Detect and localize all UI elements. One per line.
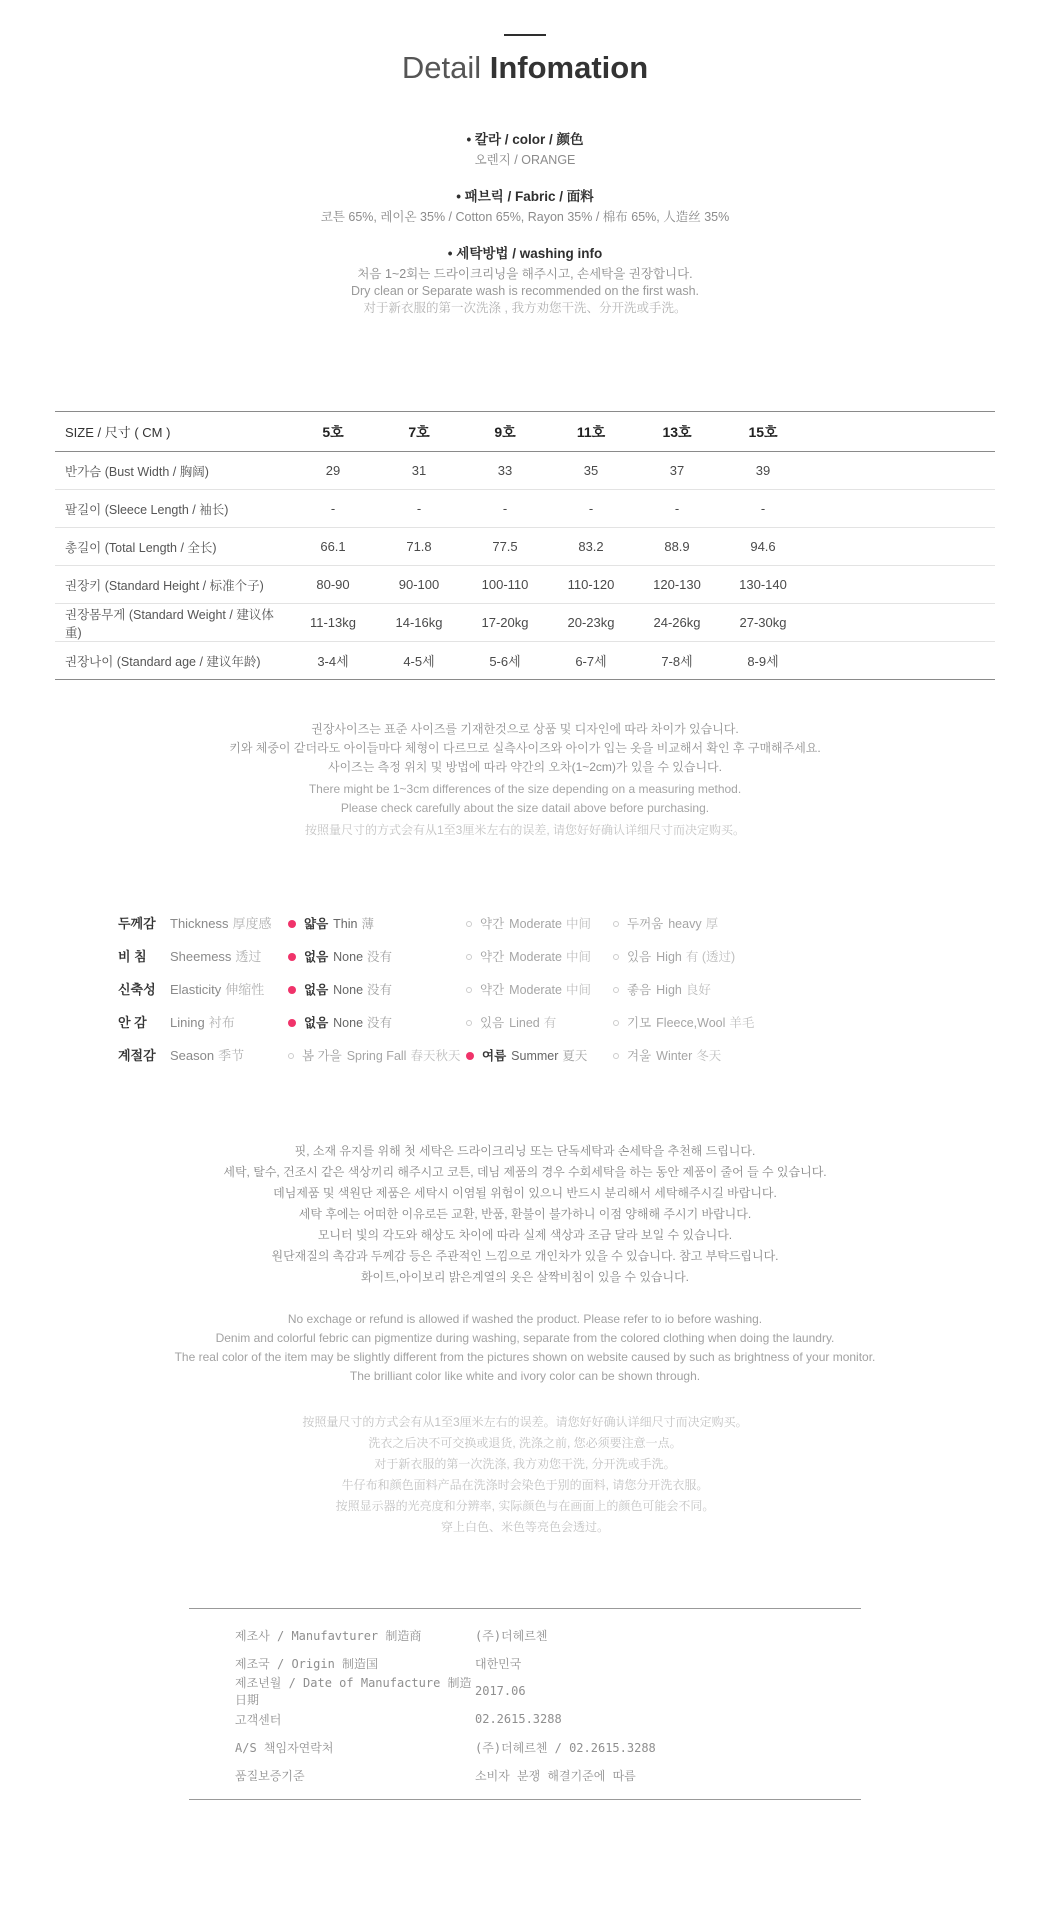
manufacturer-table xyxy=(189,1608,861,1800)
radio-unselected-icon xyxy=(466,1020,472,1026)
attr-option-selected xyxy=(288,980,466,998)
cell: 77.5 xyxy=(462,528,548,566)
cell: 83.2 xyxy=(548,528,634,566)
as-contact-value: (주)더헤르첸 / 02.2615.3288 xyxy=(475,1740,656,1755)
cell: 8-9세 xyxy=(720,642,806,680)
cell: 71.8 xyxy=(376,528,462,566)
row-label: 반가슴 (Bust Width / 胸阔) xyxy=(55,452,290,490)
care-notice-chinese xyxy=(0,1412,1050,1538)
cell: 3-4세 xyxy=(290,642,376,680)
attr-option xyxy=(466,1013,613,1031)
option-ko: 얇음 xyxy=(304,916,329,931)
option-cn: 有 xyxy=(543,1015,557,1030)
attr-option xyxy=(466,947,613,965)
attr-label xyxy=(118,1012,288,1032)
option-ko: 약간 xyxy=(480,982,505,997)
care-line: 원단재질의 촉감과 두께감 등은 주관적인 느낌으로 개인차가 있을 수 있습니다. 참고 부탁드립니다. xyxy=(271,1249,779,1263)
radio-selected-icon xyxy=(288,920,296,928)
radio-unselected-icon xyxy=(613,921,619,927)
attr-row-season xyxy=(118,1038,1050,1071)
option-en: High xyxy=(656,949,682,964)
cell: 24-26kg xyxy=(634,604,720,642)
option-cn: 冬天 xyxy=(696,1048,722,1063)
attr-label-ko: 계절감 xyxy=(118,1047,156,1063)
cell: 37 xyxy=(634,452,720,490)
color-section xyxy=(0,128,1050,169)
radio-selected-icon xyxy=(288,1019,296,1027)
size-col-13: 13호 xyxy=(634,412,720,452)
page-title xyxy=(0,50,1050,86)
attr-option xyxy=(613,947,1050,965)
radio-unselected-icon xyxy=(466,954,472,960)
cell: 14-16kg xyxy=(376,604,462,642)
radio-unselected-icon xyxy=(466,921,472,927)
manufacturer-value: (주)더헤르첸 xyxy=(475,1628,548,1643)
size-col-15: 15호 xyxy=(720,412,806,452)
option-cn: 良好 xyxy=(685,982,711,997)
option-ko: 봄 가을 xyxy=(302,1048,342,1063)
care-line: The brilliant color like white and ivory color can be shown through. xyxy=(349,1369,701,1383)
attr-option xyxy=(466,914,613,932)
row-label: 총길이 (Total Length / 全长) xyxy=(55,528,290,566)
attr-option xyxy=(613,1013,1050,1031)
size-col-9: 9호 xyxy=(462,412,548,452)
washing-section xyxy=(0,242,1050,317)
cell: 110-120 xyxy=(548,566,634,604)
option-cn: 薄 xyxy=(361,916,374,931)
size-col-7: 7호 xyxy=(376,412,462,452)
cell: 20-23kg xyxy=(548,604,634,642)
attr-option-selected xyxy=(288,1013,466,1031)
option-cn: 夏天 xyxy=(562,1048,588,1063)
as-contact-label: A/S 책임자연락처 xyxy=(235,1740,334,1755)
customer-center-label: 고객센터 xyxy=(235,1712,282,1727)
size-note-en: There might be 1~3cm differences of the size depending on a measuring method. xyxy=(308,782,742,796)
option-ko: 두꺼움 xyxy=(627,916,664,931)
option-ko: 없음 xyxy=(304,949,329,964)
attr-label-cn: 季节 xyxy=(218,1047,245,1063)
option-en: heavy xyxy=(668,916,702,931)
fabric-value: 코튼 65%, 레이온 35% / Cotton 65%, Rayon 35% / 棉布 65%, 人造丝 35% xyxy=(320,210,730,224)
attr-label-ko: 신축성 xyxy=(118,981,156,997)
option-en: Moderate xyxy=(509,916,562,931)
table-row-age xyxy=(55,642,995,680)
attr-option-selected xyxy=(466,1046,613,1064)
cell: 27-30kg xyxy=(720,604,806,642)
option-ko: 여름 xyxy=(482,1048,507,1063)
cell: 35 xyxy=(548,452,634,490)
size-note-en: Please check carefully about the size datail above before purchasing. xyxy=(340,801,710,815)
customer-center-row xyxy=(189,1705,861,1733)
attr-label-en: Sheemess xyxy=(170,948,232,964)
option-cn: 春天秋天 xyxy=(410,1048,461,1063)
option-en: Lined xyxy=(509,1015,540,1030)
cell: 66.1 xyxy=(290,528,376,566)
option-ko: 약간 xyxy=(480,949,505,964)
cell: 29 xyxy=(290,452,376,490)
radio-selected-icon xyxy=(288,986,296,994)
page-title-light: Detail xyxy=(401,50,482,85)
size-table-title: SIZE / 尺寸 ( CM ) xyxy=(55,412,290,452)
option-ko: 없음 xyxy=(304,1015,329,1030)
attr-label-cn: 透过 xyxy=(235,948,262,964)
cell: 11-13kg xyxy=(290,604,376,642)
manufacture-date-row xyxy=(189,1677,861,1705)
attr-row-lining xyxy=(118,1005,1050,1038)
option-en: High xyxy=(656,982,682,997)
attr-label-ko: 두께감 xyxy=(118,915,156,931)
radio-selected-icon xyxy=(288,953,296,961)
option-ko: 없음 xyxy=(304,982,329,997)
care-line: 牛仔布和颜色面料产品在洗涤时会染色于别的面料, 请您分开洗衣服。 xyxy=(341,1478,709,1492)
option-en: Summer xyxy=(511,1048,559,1063)
option-cn: 没有 xyxy=(367,949,393,964)
color-heading: • 칼라 / color / 颜色 xyxy=(466,132,584,147)
care-line: 按照显示器的光亮度和分辨率, 实际颜色与在画面上的颜色可能会不同。 xyxy=(335,1499,715,1513)
option-cn: 中间 xyxy=(565,949,591,964)
manufacture-date-value: 2017.06 xyxy=(475,1684,526,1698)
option-en: Thin xyxy=(333,916,358,931)
option-en: Spring Fall xyxy=(346,1048,407,1063)
radio-selected-icon xyxy=(466,1052,474,1060)
fabric-heading: • 패브릭 / Fabric / 面料 xyxy=(456,189,594,204)
care-line: 穿上白色、米色等亮色会透过。 xyxy=(440,1520,609,1534)
option-cn: 没有 xyxy=(367,1015,393,1030)
radio-unselected-icon xyxy=(613,1020,619,1026)
cell: - xyxy=(290,490,376,528)
size-table xyxy=(55,411,995,680)
option-en: None xyxy=(333,982,364,997)
option-cn: 厚 xyxy=(705,916,719,931)
cell-spacer xyxy=(806,642,995,680)
cell: 7-8세 xyxy=(634,642,720,680)
table-row-height xyxy=(55,566,995,604)
fabric-section xyxy=(0,185,1050,226)
care-notice-english xyxy=(0,1310,1050,1386)
size-note-ko: 권장사이즈는 표준 사이즈를 기재한것으로 상품 및 디자인에 따라 차이가 있습니다. xyxy=(311,722,739,736)
row-label: 권장나이 (Standard age / 建议年龄) xyxy=(55,642,290,680)
attr-option xyxy=(613,980,1050,998)
option-en: Moderate xyxy=(509,949,562,964)
attr-option xyxy=(288,1046,466,1064)
washing-line-ko: 처음 1~2회는 드라이크리닝을 해주시고, 손세탁을 권장합니다. xyxy=(357,267,693,281)
title-divider xyxy=(504,34,546,36)
warranty-value: 소비자 분쟁 해결기준에 따름 xyxy=(475,1768,636,1783)
attr-option xyxy=(613,1046,1050,1064)
manufacturer-label: 제조사 / Manufavturer 制造商 xyxy=(235,1628,422,1643)
attr-label-en: Thickness xyxy=(170,915,229,931)
cell: 5-6세 xyxy=(462,642,548,680)
size-note-cn: 按照量尺寸的方式会有从1至3厘米左右的误差, 请您好好确认详细尺寸而决定购买。 xyxy=(304,823,746,837)
warranty-row xyxy=(189,1761,861,1789)
cell: 6-7세 xyxy=(548,642,634,680)
care-line: 세탁 후에는 어떠한 이유로든 교환, 반품, 환불이 불가하니 이점 양해해 주시기 바랍니다. xyxy=(298,1207,752,1221)
size-col-spacer xyxy=(806,412,995,452)
care-line: Denim and colorful febric can pigmentize during washing, separate from the colored clothing when doing the laundry. xyxy=(215,1331,835,1345)
radio-unselected-icon xyxy=(613,987,619,993)
option-en: None xyxy=(333,949,364,964)
care-line: 洗衣之后决不可交换或退货, 洗涤之前, 您必须要注意一点。 xyxy=(368,1436,682,1450)
care-line: 按照量尺寸的方式会有从1至3厘米左右的误差。请您好好确认详细尺寸而决定购买。 xyxy=(302,1415,748,1429)
option-ko: 있음 xyxy=(627,949,652,964)
care-notice-korean xyxy=(0,1141,1050,1288)
care-line: 모니터 빛의 각도와 해상도 차이에 따라 실제 색상과 조금 달라 보일 수 있습니다. xyxy=(317,1228,733,1242)
cell: 94.6 xyxy=(720,528,806,566)
attr-label-cn: 厚度感 xyxy=(232,915,272,931)
option-en: None xyxy=(333,1015,364,1030)
customer-center-value: 02.2615.3288 xyxy=(475,1712,562,1726)
as-contact-row xyxy=(189,1733,861,1761)
cell: 17-20kg xyxy=(462,604,548,642)
table-row-sleeve xyxy=(55,490,995,528)
table-row-bust xyxy=(55,452,995,490)
radio-unselected-icon xyxy=(288,1053,294,1059)
option-ko: 있음 xyxy=(480,1015,505,1030)
table-row-total-length xyxy=(55,528,995,566)
option-en: Fleece,Wool xyxy=(656,1015,726,1030)
care-line: 对于新衣服的第一次洗涤, 我方劝您干洗, 分开洗或手洗。 xyxy=(374,1457,676,1471)
cell: 100-110 xyxy=(462,566,548,604)
attr-label-en: Season xyxy=(170,1047,215,1063)
care-line: 세탁, 탈수, 건조시 같은 색상끼리 해주시고 코튼, 데님 제품의 경우 수회세탁을 하는 동안 제품이 줄어 들 수 있습니다. xyxy=(223,1165,827,1179)
attr-label-ko: 비 침 xyxy=(118,948,147,964)
attr-label-cn: 衬布 xyxy=(208,1014,235,1030)
table-row-weight xyxy=(55,604,995,642)
cell: 4-5세 xyxy=(376,642,462,680)
option-ko: 약간 xyxy=(480,916,505,931)
product-info-sections xyxy=(0,128,1050,317)
cell: - xyxy=(462,490,548,528)
care-line: 핏, 소재 유지를 위해 첫 세탁은 드라이크리닝 또는 단독세탁과 손세탁을 추천해 드립니다. xyxy=(294,1144,756,1158)
cell-spacer xyxy=(806,528,995,566)
care-line: 데님제품 및 색원단 제품은 세탁시 이염될 위험이 있으니 반드시 분리해서 세탁해주시길 바랍니다. xyxy=(273,1186,777,1200)
cell: - xyxy=(720,490,806,528)
cell: 39 xyxy=(720,452,806,490)
page-title-bold: Infomation xyxy=(489,50,649,85)
radio-unselected-icon xyxy=(613,954,619,960)
size-note-ko: 사이즈는 측정 위치 및 방법에 따라 약간의 오차(1~2cm)가 있을 수 있습니다. xyxy=(327,760,722,774)
size-col-11: 11호 xyxy=(548,412,634,452)
option-en: Moderate xyxy=(509,982,562,997)
radio-unselected-icon xyxy=(466,987,472,993)
cell-spacer xyxy=(806,452,995,490)
origin-label: 제조국 / Origin 制造国 xyxy=(235,1656,379,1671)
care-line: The real color of the item may be slightly different from the pictures shown on website caused by such as brightness of your monitor. xyxy=(174,1350,876,1364)
option-cn: 有 (透过) xyxy=(685,949,736,964)
row-label: 권장키 (Standard Height / 标准个子) xyxy=(55,566,290,604)
size-note-ko: 키와 체중이 같더라도 아이들마다 체형이 다르므로 실측사이즈와 아이가 입는 옷을 비교해서 확인 후 구매해주세요. xyxy=(229,741,821,755)
attr-label xyxy=(118,1045,288,1065)
origin-value: 대한민국 xyxy=(475,1656,522,1671)
cell: - xyxy=(634,490,720,528)
cell: 31 xyxy=(376,452,462,490)
attr-option xyxy=(466,980,613,998)
attribute-spec-list xyxy=(118,906,1050,1071)
attr-label-ko: 안 감 xyxy=(118,1014,147,1030)
row-label: 권장몸무게 (Standard Weight / 建议体重) xyxy=(55,604,290,642)
attr-option xyxy=(613,914,1050,932)
care-line: 화이트,아이보리 밝은계열의 옷은 살짝비침이 있을 수 있습니다. xyxy=(360,1270,690,1284)
option-cn: 中间 xyxy=(565,916,591,931)
cell-spacer xyxy=(806,566,995,604)
cell: 88.9 xyxy=(634,528,720,566)
option-en: Winter xyxy=(656,1048,693,1063)
manufacture-date-label: 제조년월 / Date of Manufacture 制造日期 xyxy=(235,1676,472,1707)
option-cn: 羊毛 xyxy=(729,1015,755,1030)
cell: 120-130 xyxy=(634,566,720,604)
option-ko: 좋음 xyxy=(627,982,652,997)
attr-option-selected xyxy=(288,914,466,932)
attr-label-cn: 伸缩性 xyxy=(225,981,265,997)
row-label: 팔길이 (Sleece Length / 袖长) xyxy=(55,490,290,528)
attr-label-en: Elasticity xyxy=(170,981,222,997)
cell: 33 xyxy=(462,452,548,490)
cell: 80-90 xyxy=(290,566,376,604)
cell-spacer xyxy=(806,490,995,528)
care-notice xyxy=(0,1141,1050,1538)
option-cn: 没有 xyxy=(367,982,393,997)
warranty-label: 품질보증기준 xyxy=(235,1768,305,1783)
origin-row xyxy=(189,1649,861,1677)
attr-label xyxy=(118,979,288,999)
cell: - xyxy=(376,490,462,528)
washing-line-en: Dry clean or Separate wash is recommended on the first wash. xyxy=(350,284,700,298)
cell: 130-140 xyxy=(720,566,806,604)
color-value: 오렌지 / ORANGE xyxy=(474,153,576,167)
attr-row-elasticity xyxy=(118,972,1050,1005)
care-line: No exchage or refund is allowed if washed the product. Please refer to io before washing. xyxy=(287,1312,763,1326)
attr-label xyxy=(118,913,288,933)
size-col-5: 5호 xyxy=(290,412,376,452)
option-ko: 기모 xyxy=(627,1015,652,1030)
cell-spacer xyxy=(806,604,995,642)
attr-row-thickness xyxy=(118,906,1050,939)
cell: 90-100 xyxy=(376,566,462,604)
option-cn: 中间 xyxy=(565,982,591,997)
manufacturer-row xyxy=(189,1621,861,1649)
attr-label xyxy=(118,946,288,966)
attr-label-en: Lining xyxy=(170,1014,205,1030)
size-notes xyxy=(0,720,1050,840)
washing-line-cn: 对于新衣服的第一次洗涤 , 我方劝您干洗、分开洗或手洗。 xyxy=(363,301,687,315)
option-ko: 겨울 xyxy=(627,1048,652,1063)
page-header xyxy=(0,0,1050,86)
attr-row-sheerness xyxy=(118,939,1050,972)
cell: - xyxy=(548,490,634,528)
radio-unselected-icon xyxy=(613,1053,619,1059)
attr-option-selected xyxy=(288,947,466,965)
size-table-header-row xyxy=(55,412,995,452)
washing-heading: • 세탁방법 / washing info xyxy=(447,246,603,261)
